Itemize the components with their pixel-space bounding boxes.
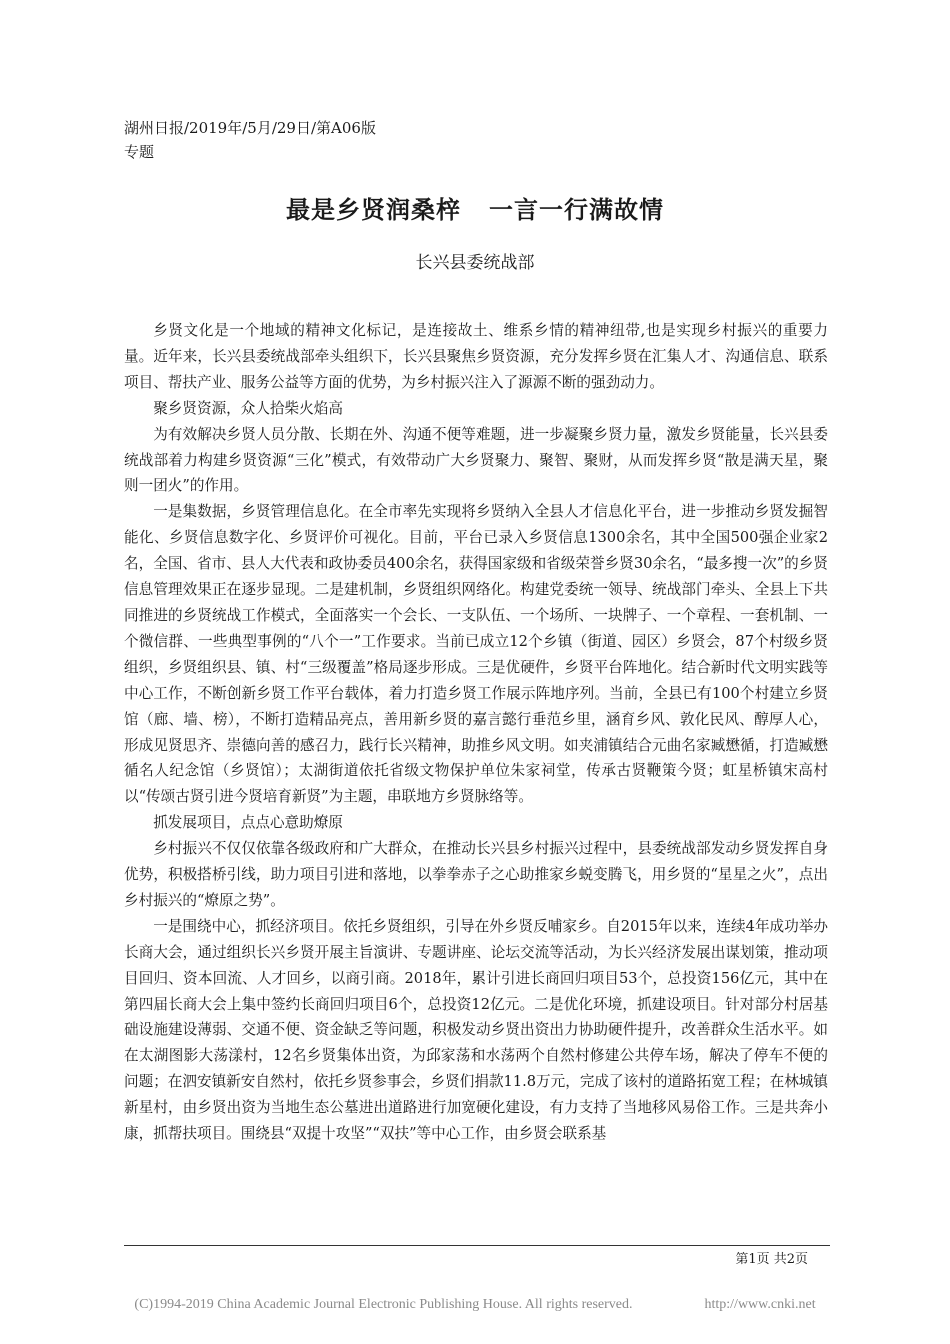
section-heading-2: 抓发展项目，点点心意助燎原 xyxy=(153,814,343,832)
body-paragraph: 乡村振兴不仅仅依靠各级政府和广大群众，在推动长兴县乡村振兴过程中，县委统战部发动乡贤发挥自身优势，积极搭桥引线，助力项目引进和落地，以拳拳赤子之心助推家乡蜕变腾飞，用乡贤的“星星之火”，点出乡村振兴的“燎原之势”。 xyxy=(124,840,828,909)
title-part-2: 一言一行满故情 xyxy=(489,196,664,224)
body-paragraph: 一是围绕中心，抓经济项目。依托乡贤组织，引导在外乡贤反哺家乡。自2015年以来，连续4年成功举办长商大会，通过组织长兴乡贤开展主旨演讲、专题讲座、论坛交流等活动，为长兴经济发展出谋划策，推动项目回归、资本回流、人才回乡，以商引商。2018年，累计引进长商回归项目53个，总投资156亿元，其中在第四届长商大会上集中签约长商回归项目6个，总投资12亿元。二是优化环境，抓建设项目。针对部分村居基础设施建设薄弱、交通不便、资金缺乏等问题，积极发动乡贤出资出力协助硬件提升，改善群众生活水平。如在太湖图影大荡漾村，12名乡贤集体出资，为邱家荡和水荡两个自然村修建公共停车场，解决了停车不便的问题；在泗安镇新安自然村，依托乡贤参事会，乡贤们捐款11.8万元，完成了该村的道路拓宽工程；在林城镇新星村，由乡贤出资为当地生态公墓进出道路进行加宽硬化建设，有力支持了当地移风易俗工作。三是共奔小康，抓帮扶项目。围绕县“双提十攻坚”“双扶”等中心工作，由乡贤会联系基 xyxy=(124,917,828,1143)
body-paragraph: 一是集数据，乡贤管理信息化。在全市率先实现将乡贤纳入全县人才信息化平台，进一步推动乡贤发掘智能化、乡贤信息数字化、乡贤评价可视化。目前，平台已录入乡贤信息1300余名，其中全国500强企业家2名，全国、省市、县人大代表和政协委员400余名，获得国家级和省级荣誉乡贤30余名，“最多搜一次”的乡贤信息管理效果正在逐步显现。二是建机制，乡贤组织网络化。构建党委统一领导、统战部门牵头、全县上下共同推进的乡贤统战工作模式，全面落实一个会长、一支队伍、一个场所、一块牌子、一个章程、一套机制、一个微信群、一些典型事例的“八个一”工作要求。当前已成立12个乡镇（街道、园区）乡贤会，87个村级乡贤组织，乡贤组织县、镇、村“三级覆盖”格局逐步形成。三是优硬件，乡贤平台阵地化。结合新时代文明实践等中心工作，不断创新乡贤工作平台载体，着力打造乡贤工作展示阵地序列。当前，全县已有100个村建立乡贤馆（廊、墙、榜），不断打造精品亮点，善用新乡贤的嘉言懿行垂范乡里，涵育乡风、敦化民风、醇厚人心，形成见贤思齐、崇德向善的感召力，践行长兴精神，助推乡风文明。如夹浦镇结合元曲名家臧懋循，打造臧懋循名人纪念馆（乡贤馆）；太湖街道依托省级文物保护单位朱家祠堂，传承古贤鞭策今贤；虹星桥镇宋高村以“传颂古贤引进今贤培育新贤”为主题，串联地方乡贤脉络等。 xyxy=(124,503,828,806)
source-line: 湖州日报/2019年/5月/29日/第A06版 xyxy=(124,119,376,137)
copyright-text: (C)1994-2019 China Academic Journal Electronic Publishing House. All rights reserved. xyxy=(134,1297,633,1312)
copyright-footer xyxy=(0,1297,950,1313)
article-meta xyxy=(124,116,376,164)
section-label: 专题 xyxy=(124,143,155,161)
title-part-1: 最是乡贤润桑梓 xyxy=(286,196,461,224)
section-heading-1: 聚乡贤资源，众人拾柴火焰高 xyxy=(153,399,343,417)
article-title xyxy=(0,190,950,225)
body-paragraph-intro: 乡贤文化是一个地域的精神文化标记，是连接故土、维系乡情的精神纽带,也是实现乡村振兴的重要力量。近年来，长兴县委统战部牵头组织下，长兴县聚焦乡贤资源，充分发挥乡贤在汇集人才、沟通信息、联系项目、帮扶产业、服务公益等方面的优势，为乡村振兴注入了源源不断的强劲动力。 xyxy=(124,322,828,391)
page-number: 第1页 共2页 xyxy=(735,1252,808,1267)
body-paragraph: 为有效解决乡贤人员分散、长期在外、沟通不便等难题，进一步凝聚乡贤力量，激发乡贤能量，长兴县委统战部着力构建乡贤资源“三化”模式，有效带动广大乡贤聚力、聚智、聚财，从而发挥乡贤“散是满天星，聚则一团火”的作用。 xyxy=(124,425,828,495)
footer-divider xyxy=(124,1245,830,1246)
cnki-link[interactable]: http://www.cnki.net xyxy=(704,1297,816,1312)
article-author: 长兴县委统战部 xyxy=(415,253,535,273)
article-body xyxy=(124,318,828,1147)
